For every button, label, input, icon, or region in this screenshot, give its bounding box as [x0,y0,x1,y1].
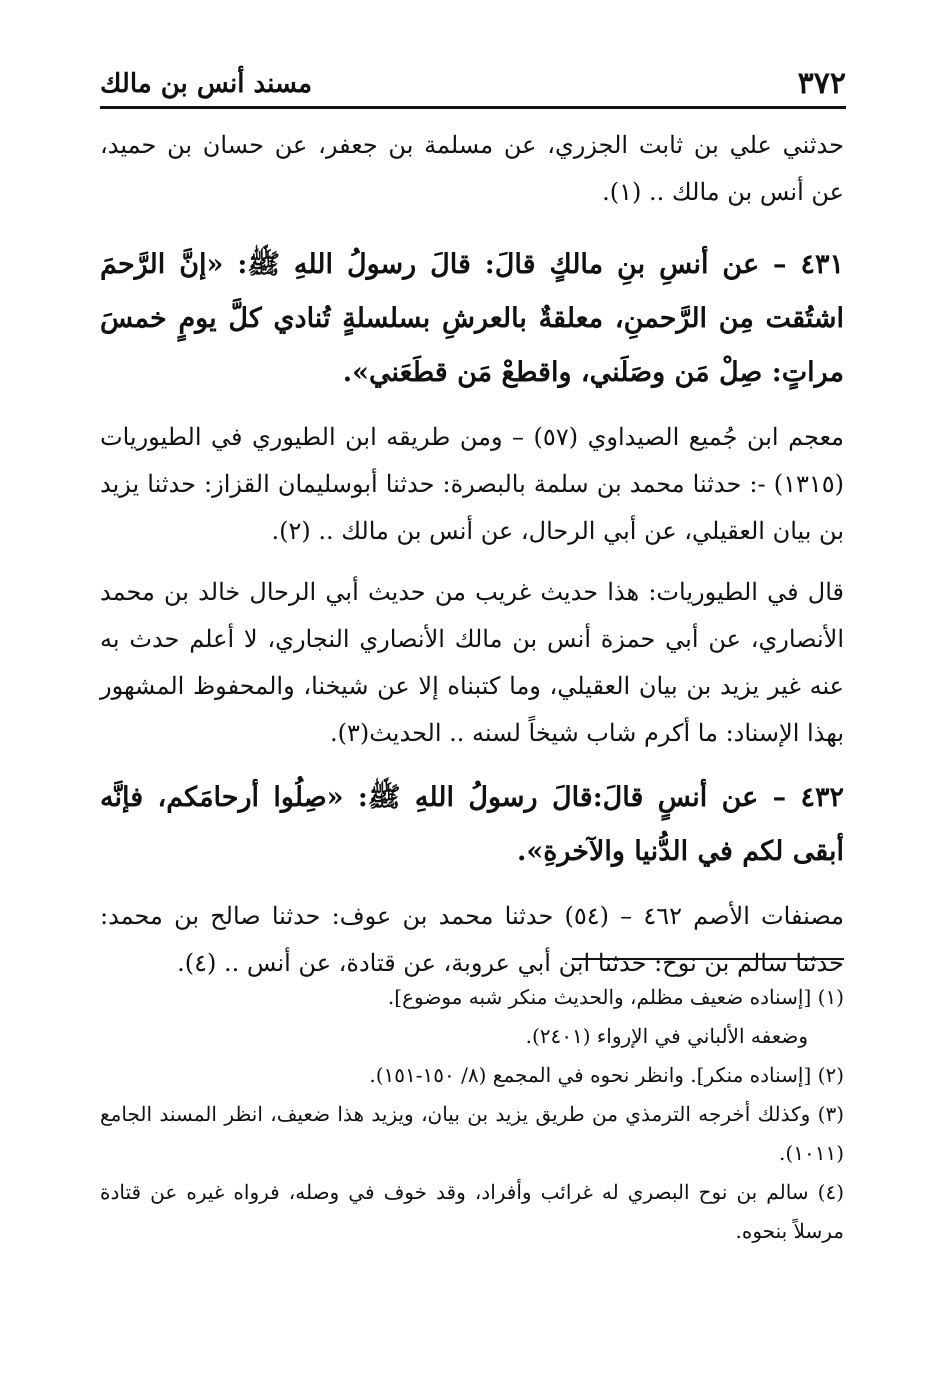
page-header [100,62,846,102]
footnote-4: (٤) سالم بن نوح البصري له غرائب وأفراد، وقد خوف في وصله، فرواه غيره عن قتادة مرسلاً بنحوه. [100,1180,844,1243]
page-number: ٣٧٢ [797,66,846,101]
main-text [100,122,844,987]
hadith-431: ٤٣١ – عن أنسِ بنِ مالكٍ قالَ: قالَ رسولُ اللهِ ﷺ: «إنَّ الرَّحمَ اشتُقت مِن الرَّحمنِ، معلقةٌ بالعرشِ بسلسلةٍ تُنادي كلَّ يومٍ خمسَ مراتٍ: صِلْ مَن وصَلَني، واقطعْ مَن قطَعَني». [100,249,844,388]
source-paragraph-431: معجم ابن جُميع الصيداوي (٥٧) – ومن طريقه ابن الطيوري في الطيوريات (١٣١٥) -: حدثنا محمد بن سلمة بالبصرة: حدثنا أبوسليمان القزاز: حدثنا يزيد بن بيان العقيلي، عن أبي الرحال، عن أنس بن مالك .. (٢). [100,423,845,545]
footnote-2: (٢) [إسناده منكر]. وانظر نحوه في المجمع (٨/ ١٥٠-١٥١). [369,1063,844,1087]
running-title: مسند أنس بن مالك [100,69,313,99]
footnote-3: (٣) وكذلك أخرجه الترمذي من طريق يزيد بن بيان، ويزيد هذا ضعيف، انظر المسند الجامع (١٠١١). [100,1102,844,1165]
header-rule [100,106,846,109]
chain-continuation-paragraph: حدثني علي بن ثابت الجزري، عن مسلمة بن جعفر، عن حسان بن حميد، عن أنس بن مالك .. (١). [100,131,844,206]
footnotes [100,978,844,1251]
hadith-432: ٤٣٢ – عن أنسٍ قالَ:قالَ رسولُ اللهِ ﷺ: «صِلُوا أرحامَكم، فإنَّه أبقى لكم في الدُّنيا والآخرةِ». [100,782,844,867]
footnote-separator [572,958,844,960]
footnote-1: (١) [إسناده ضعيف مظلم، والحديث منكر شبه موضوع]. [387,985,844,1009]
commentary-paragraph-431: قال في الطيوريات: هذا حديث غريب من حديث أبي الرحال خالد بن محمد الأنصاري، عن أبي حمزة أنس بن مالك الأنصاري النجاري، لا أعلم حدث به عنه غير يزيد بن بيان العقيلي، وما كتبناه إلا عن شيخنا، والمحفوظ المشهور بهذا الإسناد: ما أكرم شاب شيخاً لسنه .. الحديث(٣). [100,578,844,747]
source-paragraph-432: مصنفات الأصم ٤٦٢ – (٥٤) حدثنا محمد بن عوف: حدثنا صالح بن محمد: حدثنا سالم بن نوح: حدثنا ابن أبي عروبة، عن قتادة، عن أنس .. (٤). [100,902,844,977]
footnote-1-continuation: وضعفه الألباني في الإرواء (٢٤٠١). [525,1024,808,1048]
